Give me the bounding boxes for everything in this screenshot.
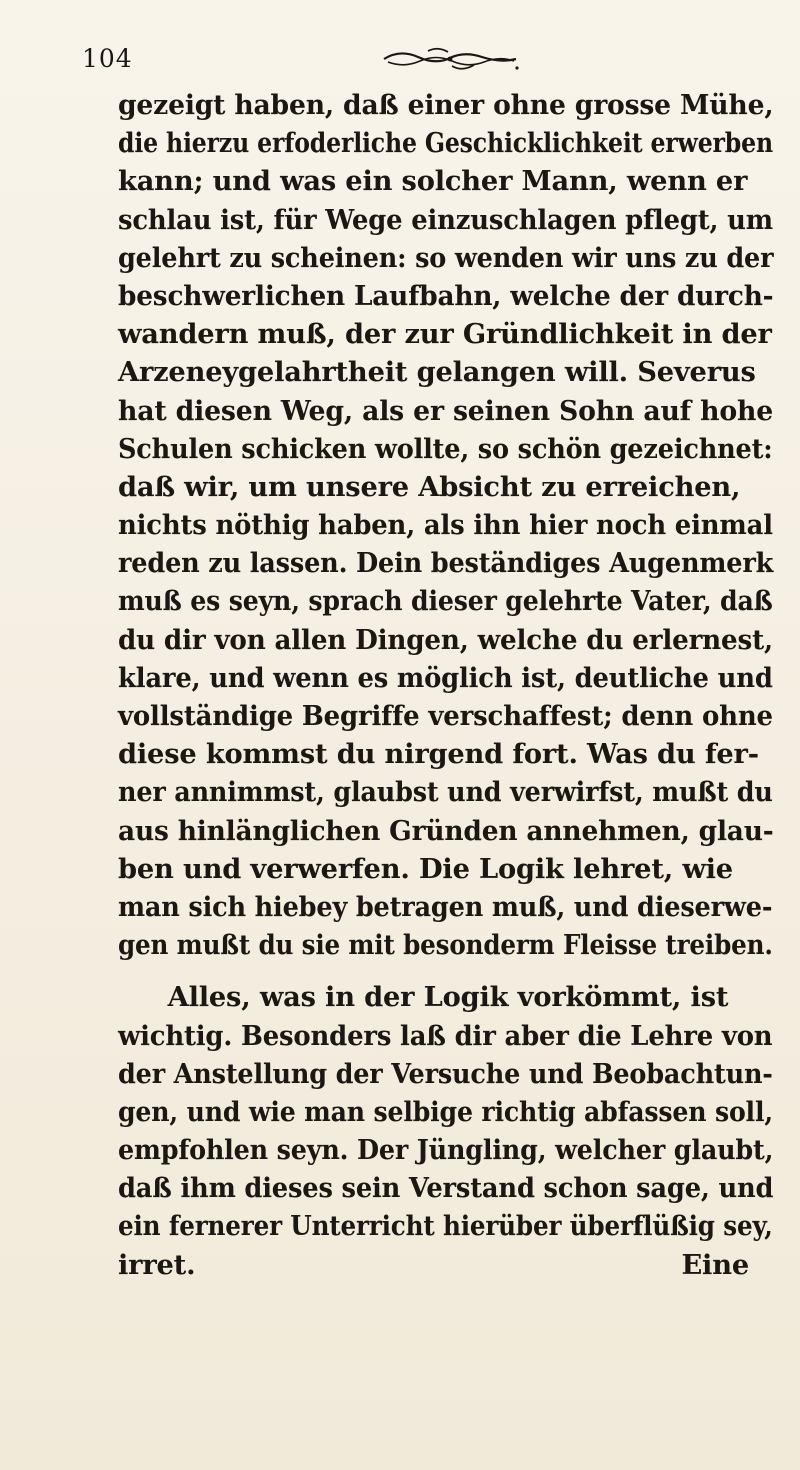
text-line: vollständige Begriffe verschaffest; denn ohne [118, 700, 773, 732]
text-line: gelehrt zu scheinen: so wenden wir uns zu der [118, 241, 774, 274]
text-line: klare, und wenn es möglich ist, deutliche und [118, 661, 773, 694]
text-line: aus hinlänglichen Gründen annehmen, glau- [118, 814, 774, 847]
text-line: diese kommst du nirgend fort. Was du fer- [118, 738, 759, 771]
text-line: gen, und wie man selbige richtig abfassen soll, [118, 1095, 773, 1128]
text-line: wichtig. Besonders laß dir aber die Lehre von [118, 1019, 773, 1052]
text-line: schlau ist, für Wege einzuschlagen pflegt, um [118, 203, 773, 236]
text-line: Schulen schicken wollte, so schön gezeichnet: [118, 432, 773, 465]
page-number: 104 [82, 44, 133, 73]
text-line: reden zu lassen. Dein beständiges Augenmerk [118, 547, 774, 580]
text-line: wandern muß, der zur Gründlichkeit in der [118, 318, 772, 351]
text-line: ner annimmst, glaubst und verwirfst, mußt du [118, 776, 773, 809]
text-line: muß es seyn, sprach dieser gelehrte Vater, daß [118, 585, 773, 618]
text-line: hat diesen Weg, als er seinen Sohn auf hohe [118, 394, 774, 427]
last-line-text: irret. [118, 1248, 196, 1281]
text-line: gen mußt du sie mit besonderm Fleisse treiben. [118, 929, 773, 962]
paragraph [118, 978, 778, 1284]
text-line: du dir von allen Dingen, welche du erlernest, [118, 623, 773, 656]
text-line: die hierzu erfoderliche Geschicklichkeit erwerben [118, 127, 773, 160]
text-line: Arzeneygelahrtheit gelangen will. Severus [118, 356, 756, 389]
printer-ornament-icon [380, 46, 520, 72]
text-line: beschwerlichen Laufbahn, welche der durch- [118, 279, 774, 312]
text-line: man sich hiebey betragen muß, und dieserwe- [118, 890, 773, 923]
text-line: kann; und was ein solcher Mann, wenn er [118, 165, 748, 198]
paragraph [118, 86, 778, 964]
text-line: daß ihm dieses sein Verstand schon sage, und [118, 1172, 774, 1205]
catchword: Eine [681, 1248, 750, 1281]
text-line: ben und verwerfen. Die Logik lehret, wie [118, 852, 733, 885]
text-line: der Anstellung der Versuche und Beobachtun- [118, 1057, 773, 1090]
body-text [118, 86, 778, 1284]
text-line: nichts nöthig haben, als ihn hier noch einmal [118, 509, 773, 542]
text-line: empfohlen seyn. Der Jüngling, welcher glaubt, [118, 1134, 774, 1167]
text-line [118, 1246, 773, 1284]
text-line: Alles, was in der Logik vorkömmt, ist [167, 981, 729, 1014]
text-line: ein fernerer Unterricht hierüber überflüßig sey, [118, 1210, 773, 1243]
text-line: gezeigt haben, daß einer ohne grosse Mühe, [118, 89, 774, 121]
text-line: daß wir, um unsere Absicht zu erreichen, [118, 470, 741, 503]
